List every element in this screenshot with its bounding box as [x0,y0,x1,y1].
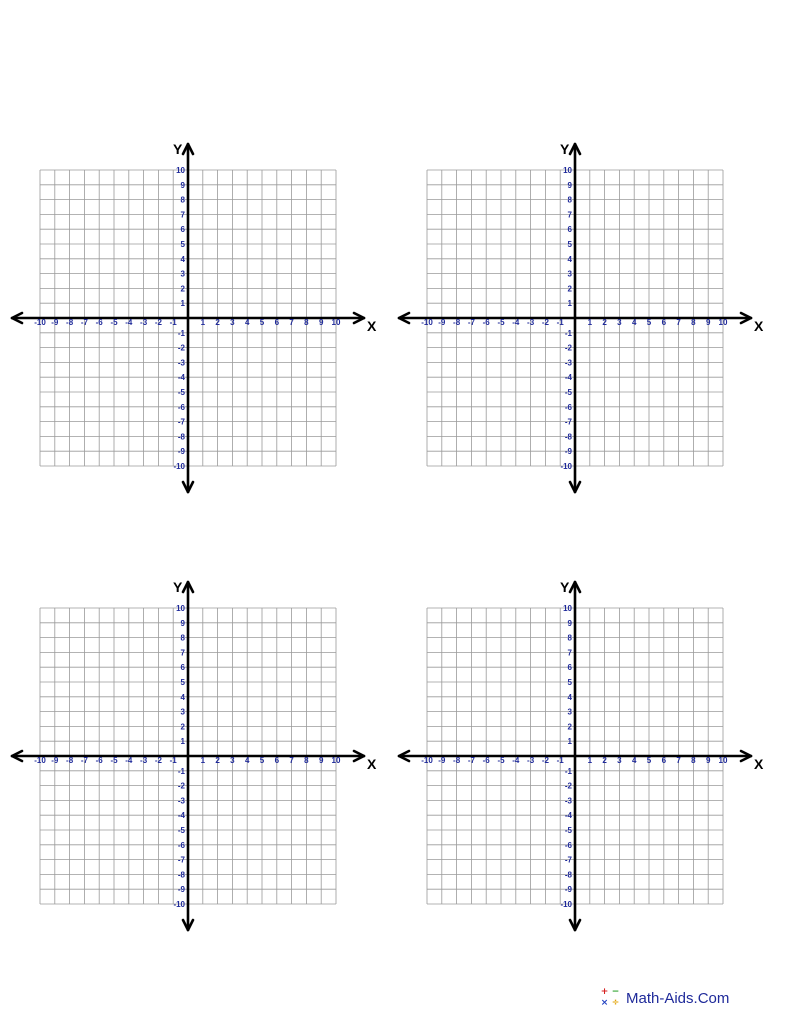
x-tick-label: -4 [125,318,133,327]
x-tick-label: 6 [661,318,667,327]
x-tick-label: 9 [318,756,324,765]
y-tick-label: -6 [564,840,572,850]
y-tick-label: -2 [177,781,185,791]
x-tick-label: 5 [259,318,265,327]
y-tick-label: -7 [177,855,185,865]
x-tick-label: 7 [289,756,294,765]
y-tick-label: 5 [180,678,185,687]
x-tick-label: 8 [691,756,696,765]
math-aids-logo[interactable] [600,988,729,1008]
y-tick-label: -9 [564,447,572,457]
x-tick-label: -8 [453,756,461,765]
x-tick-label: -5 [110,318,118,327]
y-tick-label: 1 [567,737,572,747]
y-tick-label: -2 [564,343,572,353]
y-tick-label: 1 [567,299,572,309]
y-tick-label: -4 [177,811,185,821]
y-tick-label: 7 [180,648,185,658]
x-tick-label: 10 [718,756,728,765]
x-tick-label: 9 [705,318,711,327]
y-tick-label: -2 [564,781,572,791]
x-tick-label: -10 [421,318,433,327]
x-tick-label: 4 [244,756,250,765]
y-axis-label: Y [173,579,183,595]
x-tick-label: 4 [244,318,250,327]
x-tick-label: 10 [331,756,341,765]
x-tick-label: 2 [602,756,607,765]
x-tick-label: 3 [617,756,622,765]
x-tick-label: 10 [718,318,728,327]
y-tick-label: -9 [564,885,572,895]
x-tick-label: 4 [631,756,637,765]
y-tick-label: -10 [173,462,185,471]
x-tick-label: -2 [154,756,162,765]
y-tick-label: 10 [563,166,572,175]
y-tick-label: -6 [177,402,185,412]
x-tick-label: -9 [438,756,446,765]
y-tick-label: -3 [177,358,185,368]
y-tick-label: 5 [180,240,185,249]
x-tick-label: 8 [691,318,696,327]
x-tick-label: -8 [66,756,74,765]
x-tick-label: -5 [497,318,505,327]
x-tick-label: 7 [289,318,294,327]
x-tick-label: 7 [676,318,681,327]
x-tick-label: -6 [95,318,103,327]
x-tick-label: -9 [438,318,446,327]
x-tick-label: -3 [140,756,148,765]
x-tick-label: -4 [125,756,133,765]
x-tick-label: -4 [512,756,520,765]
x-tick-label: 5 [646,756,652,765]
coordinate-grid-2 [399,141,764,492]
y-tick-label: -3 [564,358,572,368]
x-tick-label: 1 [587,318,593,327]
y-tick-label: -5 [177,826,185,835]
y-tick-label: 8 [180,195,185,205]
x-axis-label: X [754,318,764,334]
brand-name[interactable]: Math-Aids.Com [626,989,730,1007]
x-axis-label: X [367,318,377,334]
y-tick-label: 2 [180,284,185,294]
y-tick-label: -5 [564,388,572,397]
y-tick-label: -4 [564,811,572,821]
x-axis-label: X [754,756,764,772]
y-tick-label: 10 [176,166,185,175]
coordinate-grid-1 [12,141,377,492]
y-tick-label: 6 [567,225,572,235]
y-tick-label: -3 [177,796,185,806]
math-operators-icon [600,988,620,1008]
x-tick-label: -10 [34,756,46,765]
x-tick-label: -5 [497,756,505,765]
y-tick-label: 9 [180,180,185,190]
y-tick-label: 6 [180,225,185,235]
x-tick-label: -2 [541,756,549,765]
x-tick-label: 1 [200,318,206,327]
y-tick-label: 8 [567,195,572,205]
x-tick-label: 8 [304,756,309,765]
x-tick-label: 2 [602,318,607,327]
y-tick-label: 6 [567,663,572,673]
x-tick-label: -4 [512,318,520,327]
y-tick-label: -1 [564,328,572,338]
x-tick-label: -10 [421,756,433,765]
y-tick-label: -8 [564,870,572,880]
x-tick-label: -6 [95,756,103,765]
y-tick-label: -9 [177,885,185,895]
x-tick-label: 2 [215,318,220,327]
logo-minus-icon: − [611,987,620,997]
x-tick-label: 6 [274,318,280,327]
y-tick-label: 5 [567,240,572,249]
y-tick-label: 6 [180,663,185,673]
y-tick-label: 3 [567,269,572,279]
x-tick-label: -5 [110,756,118,765]
y-tick-label: -5 [177,388,185,397]
y-tick-label: 2 [567,284,572,294]
y-tick-label: 9 [180,618,185,628]
x-tick-label: -1 [556,318,564,327]
x-tick-label: -7 [467,756,475,765]
y-axis-label: Y [560,141,570,157]
x-tick-label: 9 [705,756,711,765]
logo-times-icon: × [600,998,609,1008]
y-tick-label: -3 [564,796,572,806]
y-tick-label: -4 [177,373,185,383]
x-tick-label: -2 [154,318,162,327]
x-tick-label: 7 [676,756,681,765]
y-tick-label: 1 [180,737,185,747]
y-tick-label: 5 [567,678,572,687]
x-tick-label: -9 [51,756,59,765]
y-tick-label: -4 [564,373,572,383]
y-tick-label: 8 [567,633,572,643]
logo-plus-icon: + [600,987,609,997]
y-axis-label: Y [560,579,570,595]
y-tick-label: -5 [564,826,572,835]
coordinate-grid-3 [12,579,377,930]
x-tick-label: -2 [541,318,549,327]
x-tick-label: -6 [482,756,490,765]
y-tick-label: -6 [177,840,185,850]
y-tick-label: -8 [177,432,185,442]
y-tick-label: -10 [173,900,185,909]
y-tick-label: 7 [567,210,572,220]
y-tick-label: 2 [180,722,185,732]
y-tick-label: 9 [567,180,572,190]
x-tick-label: -1 [169,756,177,765]
y-tick-label: 1 [180,299,185,309]
x-tick-label: 8 [304,318,309,327]
y-tick-label: 4 [180,692,185,702]
x-tick-label: 10 [331,318,341,327]
x-tick-label: 5 [646,318,652,327]
x-tick-label: -10 [34,318,46,327]
y-tick-label: 8 [180,633,185,643]
x-axis-label: X [367,756,377,772]
y-tick-label: -1 [564,766,572,776]
logo-divide-icon: ÷ [611,998,620,1008]
y-tick-label: 7 [567,648,572,658]
y-tick-label: -7 [177,417,185,427]
y-tick-label: 3 [180,707,185,717]
y-tick-label: -6 [564,402,572,412]
y-tick-label: 10 [563,604,572,613]
x-tick-label: 3 [617,318,622,327]
x-tick-label: -8 [453,318,461,327]
y-axis-label: Y [173,141,183,157]
x-tick-label: -3 [527,756,535,765]
x-tick-label: -3 [527,318,535,327]
x-tick-label: 6 [661,756,667,765]
y-tick-label: -2 [177,343,185,353]
y-tick-label: 4 [567,254,572,264]
y-tick-label: -9 [177,447,185,457]
x-tick-label: 4 [631,318,637,327]
x-tick-label: 2 [215,756,220,765]
x-tick-label: 1 [587,756,593,765]
x-tick-label: -1 [556,756,564,765]
x-tick-label: -1 [169,318,177,327]
x-tick-label: 5 [259,756,265,765]
x-tick-label: -7 [467,318,475,327]
x-tick-label: 1 [200,756,206,765]
y-tick-label: -1 [177,328,185,338]
y-tick-label: 9 [567,618,572,628]
y-tick-label: 7 [180,210,185,220]
y-tick-label: -10 [560,462,572,471]
y-tick-label: -8 [564,432,572,442]
y-tick-label: 2 [567,722,572,732]
y-tick-label: -7 [564,855,572,865]
x-tick-label: 3 [230,318,235,327]
y-tick-label: 10 [176,604,185,613]
x-tick-label: -7 [80,318,88,327]
x-tick-label: -3 [140,318,148,327]
x-tick-label: 3 [230,756,235,765]
x-tick-label: -8 [66,318,74,327]
y-tick-label: -10 [560,900,572,909]
x-tick-label: 6 [274,756,280,765]
x-tick-label: -7 [80,756,88,765]
x-tick-label: -9 [51,318,59,327]
y-tick-label: 4 [567,692,572,702]
y-tick-label: -7 [564,417,572,427]
y-tick-label: 3 [567,707,572,717]
x-tick-label: -6 [482,318,490,327]
coordinate-grid-4 [399,579,764,930]
y-tick-label: 3 [180,269,185,279]
y-tick-label: -8 [177,870,185,880]
y-tick-label: 4 [180,254,185,264]
y-tick-label: -1 [177,766,185,776]
x-tick-label: 9 [318,318,324,327]
